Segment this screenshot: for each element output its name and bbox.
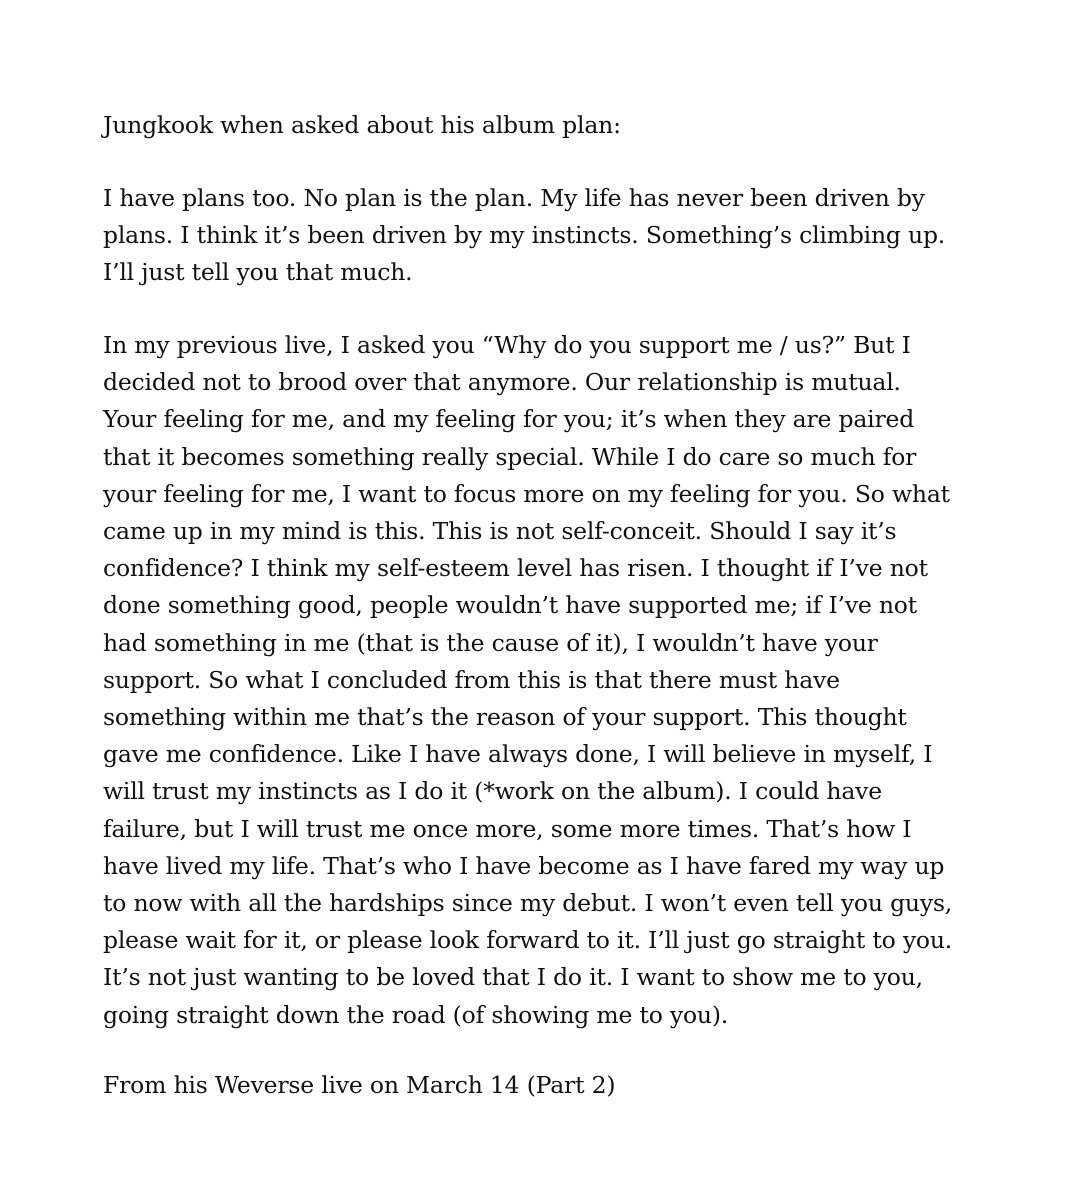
paragraph-line: had something in me (that is the cause of it), I wouldn’t have your — [103, 628, 878, 657]
paragraph-line: will trust my instincts as I do it (*work on the album). I could have — [103, 777, 882, 806]
paragraph-line: I’ll just tell you that much. — [103, 258, 413, 287]
paragraph-line: In my previous live, I asked you “Why do you support me / us?” But I — [103, 331, 911, 359]
paragraph-line: came up in my mind is this. This is not self-conceit. Should I say it’s — [103, 517, 897, 546]
paragraph-line: that it becomes something really special. While I do care so much for — [103, 442, 917, 471]
paragraph-line: Your feeling for me, and my feeling for you; it’s when they are paired — [103, 405, 915, 434]
paragraph-line: gave me confidence. Like I have always done, I will believe in myself, I — [103, 740, 933, 769]
paragraph-line: confidence? I think my self-esteem level has risen. I thought if I’ve not — [103, 554, 928, 583]
paragraph-line: please wait for it, or please look forward to it. I’ll just go straight to you. — [103, 926, 953, 955]
paragraph-line: I have plans too. No plan is the plan. My life has never been driven by — [103, 184, 925, 212]
paragraph-line: plans. I think it’s been driven by my instincts. Something’s climbing up. — [103, 221, 946, 250]
paragraph-line: support. So what I concluded from this is that there must have — [103, 665, 840, 694]
heading-text: Jungkook when asked about his album plan: — [103, 111, 621, 139]
paragraph-line: something within me that’s the reason of your support. This thought — [103, 703, 907, 732]
paragraph-line: decided not to brood over that anymore. Our relationship is mutual. — [103, 368, 901, 397]
document-heading — [103, 107, 983, 144]
paragraph-line: failure, but I will trust me once more, some more times. That’s how I — [103, 814, 912, 843]
footer-text: From his Weverse live on March 14 (Part 2) — [103, 1071, 616, 1099]
paragraph-line: done something good, people wouldn’t have supported me; if I’ve not — [103, 591, 917, 620]
paragraph-line: to now with all the hardships since my debut. I won’t even tell you guys, — [103, 889, 953, 918]
paragraph-line: your feeling for me, I want to focus more on my feeling for you. So what — [103, 479, 950, 508]
paragraph-main — [103, 327, 983, 1034]
paragraph-intro — [103, 180, 983, 292]
document-footer — [103, 1067, 983, 1104]
paragraph-line: have lived my life. That’s who I have become as I have fared my way up — [103, 851, 945, 880]
paragraph-line: going straight down the road (of showing me to you). — [103, 1000, 729, 1029]
paragraph-line: It’s not just wanting to be loved that I do it. I want to show me to you, — [103, 963, 923, 992]
